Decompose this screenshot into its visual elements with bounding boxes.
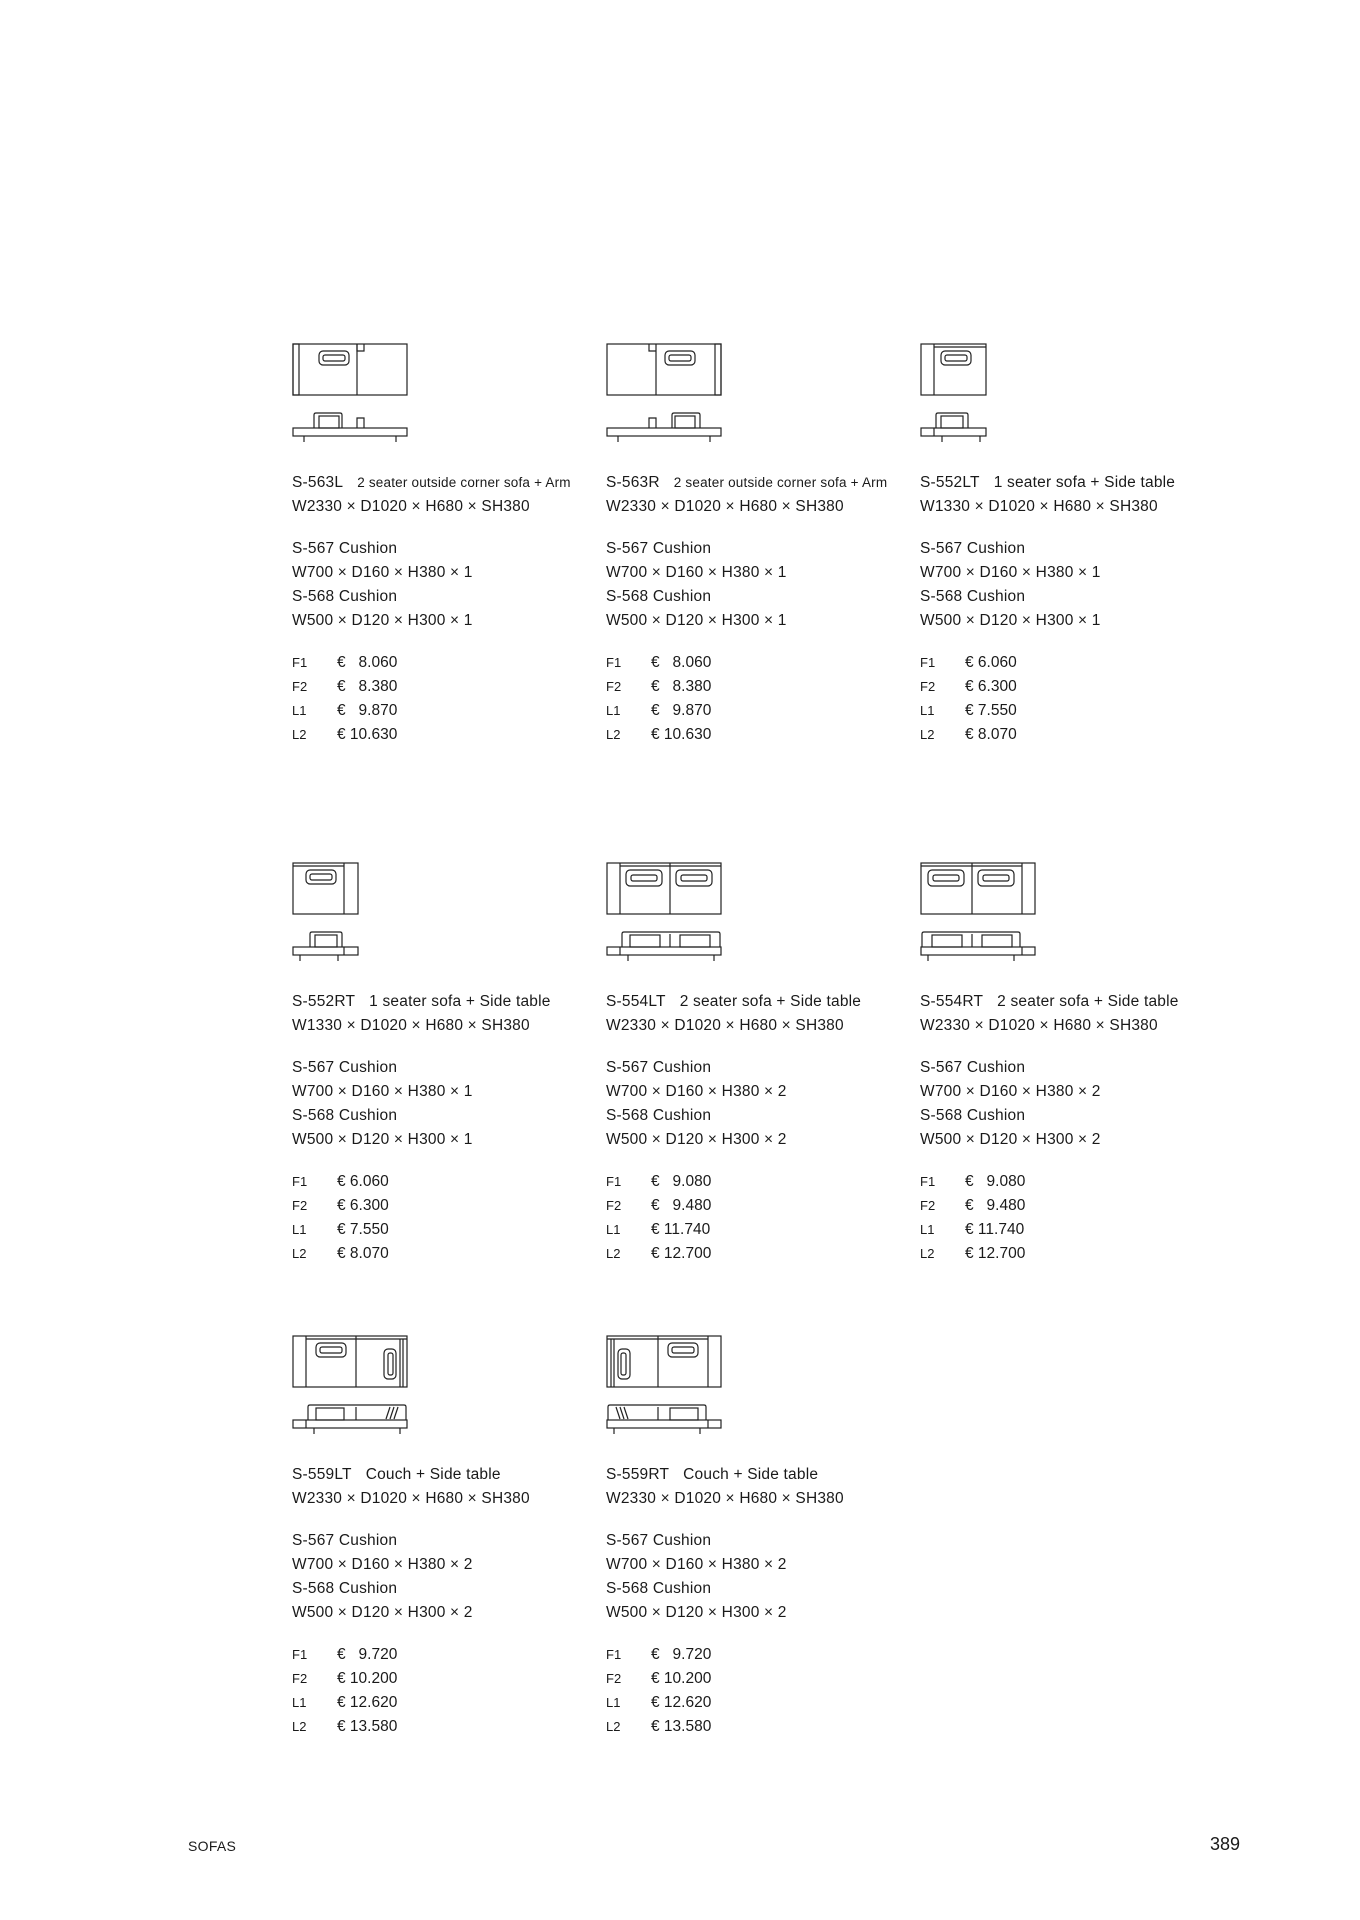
- product-description: 2 seater outside corner sofa + Arm: [673, 475, 888, 490]
- price-list: [606, 1643, 906, 1739]
- cushion-1-dimensions: W700 × D160 × H380 × 1: [292, 1083, 473, 1100]
- price-value: € 11.740: [965, 1221, 1025, 1238]
- price-list: [606, 651, 906, 747]
- price-value: € 13.580: [337, 1718, 398, 1735]
- price-value: € 8.070: [337, 1245, 389, 1262]
- product-dimensions: W2330 × D1020 × H680 × SH380: [292, 498, 530, 515]
- section-label: SOFAS: [188, 1838, 237, 1854]
- cushion-1-dimensions: W700 × D160 × H380 × 2: [920, 1083, 1101, 1100]
- price-row: [606, 1715, 906, 1739]
- price-row: [292, 1218, 592, 1242]
- price-grade: L2: [606, 727, 621, 742]
- product-title: [920, 990, 1220, 1014]
- sofa-top-view-drawing: [606, 1335, 726, 1445]
- price-row: [292, 723, 592, 747]
- price-row: [920, 723, 1220, 747]
- product-title: [292, 990, 592, 1014]
- cushion-2-title: S-568 Cushion: [920, 1107, 1026, 1124]
- price-grade: L2: [292, 1246, 307, 1261]
- price-value: € 10.630: [337, 726, 398, 743]
- price-value: € 9.870: [651, 702, 712, 719]
- price-value: € 12.620: [651, 1694, 712, 1711]
- price-row: [292, 675, 592, 699]
- product-code: S-552LT: [920, 474, 980, 491]
- price-grade: L2: [292, 727, 307, 742]
- sofa-drawings: [920, 862, 1220, 990]
- price-grade: L2: [606, 1719, 621, 1734]
- price-grade: F2: [920, 1198, 936, 1213]
- price-value: € 9.870: [337, 702, 398, 719]
- product-item: [606, 862, 906, 1266]
- price-row: [606, 675, 906, 699]
- price-grade: F1: [920, 1174, 936, 1189]
- price-row: [606, 1170, 906, 1194]
- product-title: [292, 471, 592, 495]
- price-row: [606, 1218, 906, 1242]
- product-code: S-563R: [606, 474, 660, 491]
- product-code: S-552RT: [292, 993, 356, 1010]
- cushion-2-dimensions: W500 × D120 × H300 × 2: [606, 1131, 787, 1148]
- cushion-2-dimensions: W500 × D120 × H300 × 2: [920, 1131, 1101, 1148]
- price-row: [292, 1643, 592, 1667]
- cushion-1-dimensions: W700 × D160 × H380 × 2: [606, 1556, 787, 1573]
- price-row: [606, 1643, 906, 1667]
- product-item: [606, 343, 906, 747]
- price-value: € 7.550: [965, 702, 1017, 719]
- price-grade: L1: [292, 1695, 307, 1710]
- product-title: [606, 1463, 906, 1487]
- price-grade: F1: [606, 1174, 622, 1189]
- price-value: € 6.300: [965, 678, 1017, 695]
- price-grade: L2: [920, 727, 935, 742]
- product-dimensions: W1330 × D1020 × H680 × SH380: [292, 1017, 530, 1034]
- price-row: [606, 699, 906, 723]
- cushion-2-dimensions: W500 × D120 × H300 × 2: [292, 1604, 473, 1621]
- price-grade: F1: [606, 655, 622, 670]
- price-value: € 7.550: [337, 1221, 389, 1238]
- cushion-1-title: S-567 Cushion: [606, 1532, 712, 1549]
- price-value: € 9.080: [651, 1173, 712, 1190]
- price-value: € 8.070: [965, 726, 1017, 743]
- cushion-1-title: S-567 Cushion: [292, 1059, 398, 1076]
- price-row: [606, 1691, 906, 1715]
- product-dimensions: W2330 × D1020 × H680 × SH380: [920, 1017, 1158, 1034]
- sofa-top-view-drawing: [292, 343, 412, 453]
- product-description: 2 seater outside corner sofa + Arm: [357, 475, 571, 490]
- price-value: € 9.720: [337, 1646, 398, 1663]
- price-value: € 12.700: [965, 1245, 1026, 1262]
- price-grade: F2: [606, 1671, 622, 1686]
- cushion-1-title: S-567 Cushion: [292, 1532, 398, 1549]
- price-value: € 10.200: [337, 1670, 398, 1687]
- product-code: S-554RT: [920, 993, 984, 1010]
- price-list: [292, 1170, 592, 1266]
- price-row: [606, 651, 906, 675]
- price-grade: L1: [292, 1222, 307, 1237]
- product-code: S-554LT: [606, 993, 666, 1010]
- price-row: [920, 699, 1220, 723]
- price-value: € 9.080: [965, 1173, 1026, 1190]
- price-value: € 11.740: [651, 1221, 711, 1238]
- cushion-2-dimensions: W500 × D120 × H300 × 1: [606, 612, 787, 629]
- cushion-2-title: S-568 Cushion: [606, 588, 712, 605]
- product-item: [920, 343, 1220, 747]
- price-row: [292, 1194, 592, 1218]
- sofa-top-view-drawing: [920, 343, 1040, 453]
- price-grade: F1: [292, 1647, 308, 1662]
- product-description: 1 seater sofa + Side table: [369, 993, 551, 1010]
- price-row: [920, 1170, 1220, 1194]
- sofa-drawings: [292, 1335, 592, 1463]
- price-grade: F1: [292, 1174, 308, 1189]
- cushion-1-title: S-567 Cushion: [920, 1059, 1026, 1076]
- price-row: [292, 1691, 592, 1715]
- price-value: € 13.580: [651, 1718, 712, 1735]
- product-description: Couch + Side table: [683, 1466, 819, 1483]
- price-value: € 6.060: [965, 654, 1017, 671]
- product-title: [606, 990, 906, 1014]
- price-grade: L1: [920, 1222, 935, 1237]
- cushion-2-dimensions: W500 × D120 × H300 × 1: [292, 612, 473, 629]
- cushion-2-dimensions: W500 × D120 × H300 × 2: [606, 1604, 787, 1621]
- price-row: [606, 1242, 906, 1266]
- cushion-1-title: S-567 Cushion: [606, 540, 712, 557]
- cushion-2-title: S-568 Cushion: [292, 588, 398, 605]
- cushion-2-title: S-568 Cushion: [292, 1107, 398, 1124]
- product-description: Couch + Side table: [365, 1466, 501, 1483]
- cushion-2-title: S-568 Cushion: [292, 1580, 398, 1597]
- price-row: [920, 1242, 1220, 1266]
- price-row: [606, 1667, 906, 1691]
- price-grade: F2: [606, 679, 622, 694]
- price-value: € 10.630: [651, 726, 712, 743]
- product-description: 1 seater sofa + Side table: [993, 474, 1176, 491]
- product-dimensions: W2330 × D1020 × H680 × SH380: [292, 1490, 530, 1507]
- cushion-2-title: S-568 Cushion: [920, 588, 1026, 605]
- product-dimensions: W2330 × D1020 × H680 × SH380: [606, 1490, 844, 1507]
- cushion-1-dimensions: W700 × D160 × H380 × 2: [292, 1556, 473, 1573]
- price-value: € 6.060: [337, 1173, 389, 1190]
- price-value: € 8.380: [651, 678, 712, 695]
- cushion-1-title: S-567 Cushion: [920, 540, 1026, 557]
- price-grade: L1: [606, 703, 621, 718]
- product-title: [920, 471, 1220, 495]
- price-grade: L2: [292, 1719, 307, 1734]
- price-value: € 9.480: [651, 1197, 712, 1214]
- product-dimensions: W2330 × D1020 × H680 × SH380: [606, 498, 844, 515]
- cushion-2-dimensions: W500 × D120 × H300 × 1: [920, 612, 1101, 629]
- page-number: 389: [1209, 1834, 1240, 1854]
- price-value: € 10.200: [651, 1670, 712, 1687]
- price-value: € 12.700: [651, 1245, 712, 1262]
- price-value: € 8.380: [337, 678, 398, 695]
- price-list: [920, 1170, 1220, 1266]
- price-grade: F2: [292, 679, 308, 694]
- product-code: S-559LT: [292, 1466, 352, 1483]
- price-row: [920, 675, 1220, 699]
- price-grade: F1: [292, 655, 308, 670]
- price-row: [292, 651, 592, 675]
- price-value: € 12.620: [337, 1694, 398, 1711]
- product-dimensions: W2330 × D1020 × H680 × SH380: [606, 1017, 844, 1034]
- cushion-2-title: S-568 Cushion: [606, 1107, 712, 1124]
- price-grade: L1: [606, 1222, 621, 1237]
- price-grade: L1: [292, 703, 307, 718]
- price-row: [292, 1667, 592, 1691]
- sofa-top-view-drawing: [606, 862, 726, 972]
- cushion-1-dimensions: W700 × D160 × H380 × 2: [606, 1083, 787, 1100]
- cushion-1-dimensions: W700 × D160 × H380 × 1: [292, 564, 473, 581]
- product-dimensions: W1330 × D1020 × H680 × SH380: [920, 498, 1158, 515]
- product-description: 2 seater sofa + Side table: [679, 993, 862, 1010]
- price-grade: F1: [606, 1647, 622, 1662]
- cushion-2-title: S-568 Cushion: [606, 1580, 712, 1597]
- product-item: [292, 343, 592, 747]
- price-value: € 8.060: [651, 654, 712, 671]
- price-grade: L1: [606, 1695, 621, 1710]
- sofa-top-view-drawing: [606, 343, 726, 453]
- cushion-1-title: S-567 Cushion: [606, 1059, 712, 1076]
- price-value: € 9.720: [651, 1646, 712, 1663]
- price-grade: L2: [606, 1246, 621, 1261]
- price-list: [606, 1170, 906, 1266]
- price-list: [292, 651, 592, 747]
- product-title: [606, 471, 906, 495]
- price-grade: F2: [606, 1198, 622, 1213]
- sofa-drawings: [606, 343, 906, 471]
- product-title: [292, 1463, 592, 1487]
- price-row: [292, 699, 592, 723]
- product-item: [292, 1335, 592, 1739]
- price-row: [920, 1218, 1220, 1242]
- sofa-top-view-drawing: [292, 1335, 412, 1445]
- price-row: [292, 1242, 592, 1266]
- sofa-drawings: [920, 343, 1220, 471]
- product-item: [292, 862, 592, 1266]
- price-list: [920, 651, 1220, 747]
- sofa-top-view-drawing: [920, 862, 1040, 972]
- price-value: € 6.300: [337, 1197, 389, 1214]
- price-grade: F2: [292, 1671, 308, 1686]
- price-grade: L1: [920, 703, 935, 718]
- sofa-top-view-drawing: [292, 862, 412, 972]
- price-grade: L2: [920, 1246, 935, 1261]
- price-list: [292, 1643, 592, 1739]
- price-row: [292, 1715, 592, 1739]
- price-value: € 8.060: [337, 654, 398, 671]
- sofa-drawings: [606, 862, 906, 990]
- sofa-drawings: [292, 343, 592, 471]
- price-row: [920, 1194, 1220, 1218]
- price-grade: F2: [292, 1198, 308, 1213]
- sofa-drawings: [292, 862, 592, 990]
- price-row: [606, 723, 906, 747]
- price-grade: F1: [920, 655, 936, 670]
- price-row: [292, 1170, 592, 1194]
- cushion-2-dimensions: W500 × D120 × H300 × 1: [292, 1131, 473, 1148]
- product-description: 2 seater sofa + Side table: [997, 993, 1179, 1010]
- price-row: [920, 651, 1220, 675]
- cushion-1-dimensions: W700 × D160 × H380 × 1: [606, 564, 787, 581]
- price-row: [606, 1194, 906, 1218]
- cushion-1-title: S-567 Cushion: [292, 540, 398, 557]
- price-grade: F2: [920, 679, 936, 694]
- product-item: [606, 1335, 906, 1739]
- product-code: S-563L: [292, 474, 344, 491]
- product-item: [920, 862, 1220, 1266]
- price-value: € 9.480: [965, 1197, 1026, 1214]
- product-code: S-559RT: [606, 1466, 670, 1483]
- sofa-drawings: [606, 1335, 906, 1463]
- cushion-1-dimensions: W700 × D160 × H380 × 1: [920, 564, 1101, 581]
